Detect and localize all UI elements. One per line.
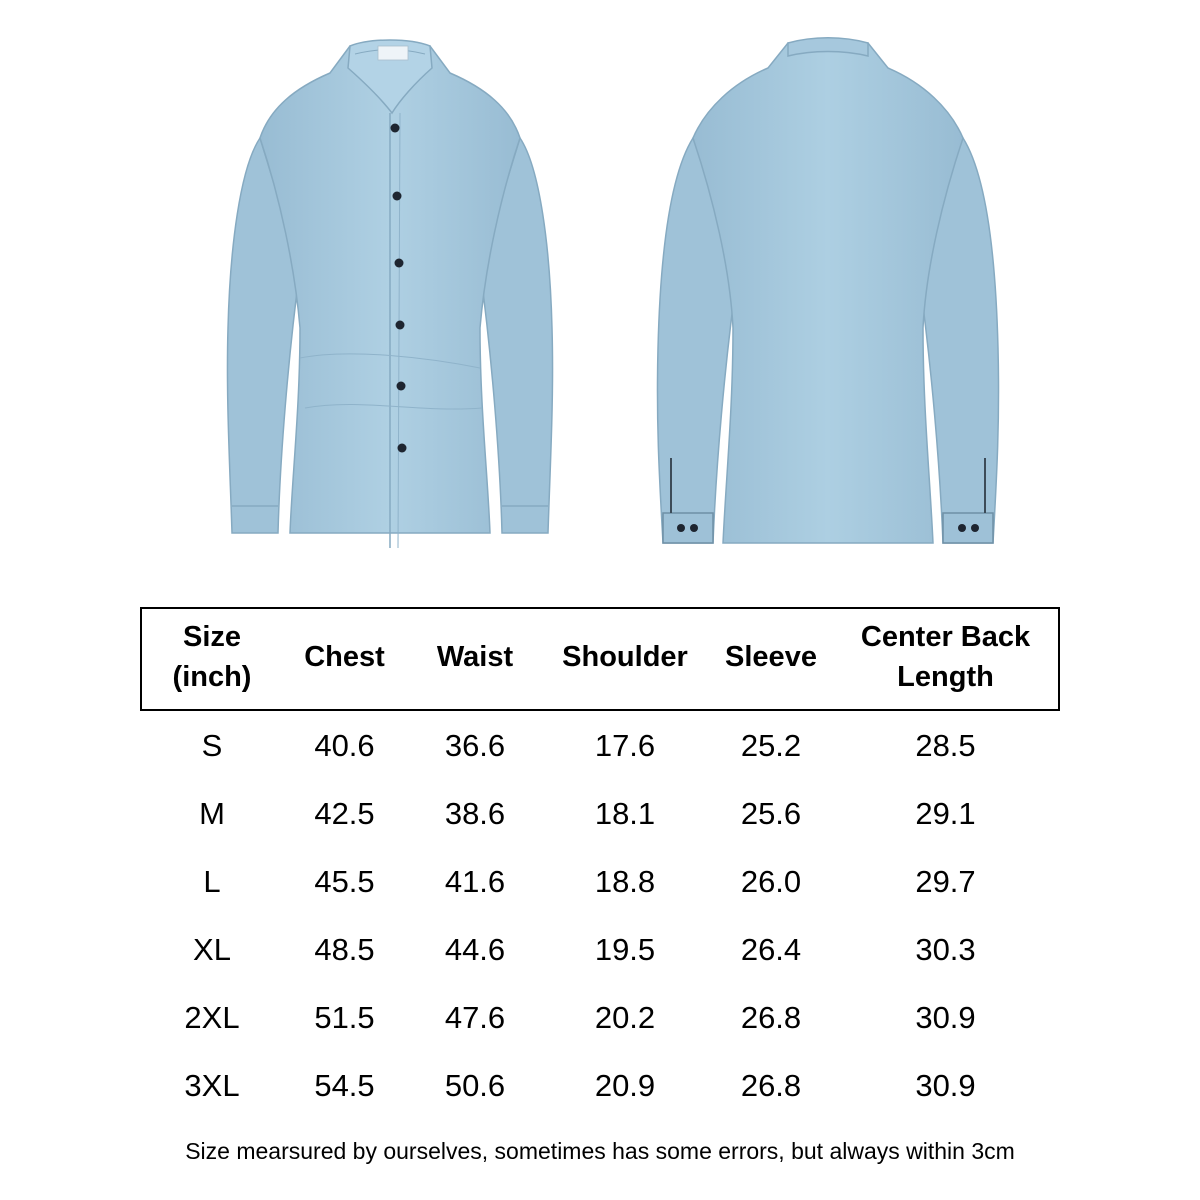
cell-center-back-length: 29.1 (915, 796, 976, 831)
cell-shoulder: 19.5 (594, 932, 656, 967)
cell-chest: 40.6 (314, 728, 375, 763)
header-shoulder-label: Shoulder (562, 641, 688, 673)
cell-sleeve: 25.6 (740, 796, 802, 831)
cell-chest: 45.5 (314, 864, 375, 899)
cell-size: S (201, 728, 223, 763)
measurement-footnote: Size mearsured by ourselves, sometimes has some errors, but always within 3cm (185, 1138, 1015, 1164)
cell-chest: 54.5 (314, 1068, 375, 1103)
cell-size: XL (193, 932, 231, 967)
table-row (140, 916, 1060, 984)
cell-size: 3XL (184, 1068, 240, 1103)
shirt-back-image (638, 28, 1018, 558)
cell-center-back-length: 29.7 (915, 864, 976, 899)
header-sleeve-label: Sleeve (725, 641, 817, 673)
header-size-line1: Size (182, 621, 242, 653)
cell-chest: 42.5 (314, 796, 375, 831)
cell-sleeve: 26.8 (740, 1068, 802, 1103)
cell-size: M (199, 796, 225, 831)
header-sleeve (707, 607, 835, 707)
cell-waist: 44.6 (444, 932, 506, 967)
cell-sleeve: 26.0 (740, 864, 802, 899)
header-waist-label: Waist (436, 641, 514, 673)
cell-shoulder: 18.8 (594, 864, 656, 899)
cell-shoulder: 20.2 (594, 1000, 656, 1035)
header-shoulder (543, 607, 707, 707)
cell-chest: 48.5 (314, 932, 375, 967)
cell-size: 2XL (184, 1000, 240, 1035)
cell-waist: 38.6 (444, 796, 506, 831)
cell-center-back-length: 30.9 (915, 1068, 976, 1103)
header-center-back-length (835, 607, 1056, 707)
table-row (140, 848, 1060, 916)
header-chest (282, 607, 407, 707)
cell-center-back-length: 30.9 (915, 1000, 976, 1035)
header-size (142, 607, 282, 707)
header-chest-label: Chest (304, 641, 385, 673)
cell-sleeve: 26.8 (740, 1000, 802, 1035)
cell-sleeve: 25.2 (740, 728, 802, 763)
table-row (140, 780, 1060, 848)
cell-center-back-length: 30.3 (915, 932, 976, 967)
cell-waist: 36.6 (444, 728, 506, 763)
shirt-front-image (200, 28, 580, 558)
cell-center-back-length: 28.5 (915, 728, 976, 763)
cell-waist: 41.6 (444, 864, 506, 899)
table-row (140, 1052, 1060, 1120)
product-images (0, 0, 1200, 590)
cell-sleeve: 26.4 (740, 932, 802, 967)
cell-shoulder: 18.1 (594, 796, 656, 831)
header-cbl-line1: Center Back (860, 621, 1031, 653)
header-waist (407, 607, 543, 707)
cell-chest: 51.5 (314, 1000, 375, 1035)
header-cbl-line2: Length (897, 661, 994, 693)
cell-waist: 50.6 (444, 1068, 506, 1103)
cell-size: L (203, 864, 221, 899)
cell-shoulder: 17.6 (594, 728, 656, 763)
header-size-line2: (inch) (172, 661, 252, 693)
table-row (140, 984, 1060, 1052)
cell-waist: 47.6 (444, 1000, 506, 1035)
table-row (140, 712, 1060, 780)
cell-shoulder: 20.9 (594, 1068, 656, 1103)
